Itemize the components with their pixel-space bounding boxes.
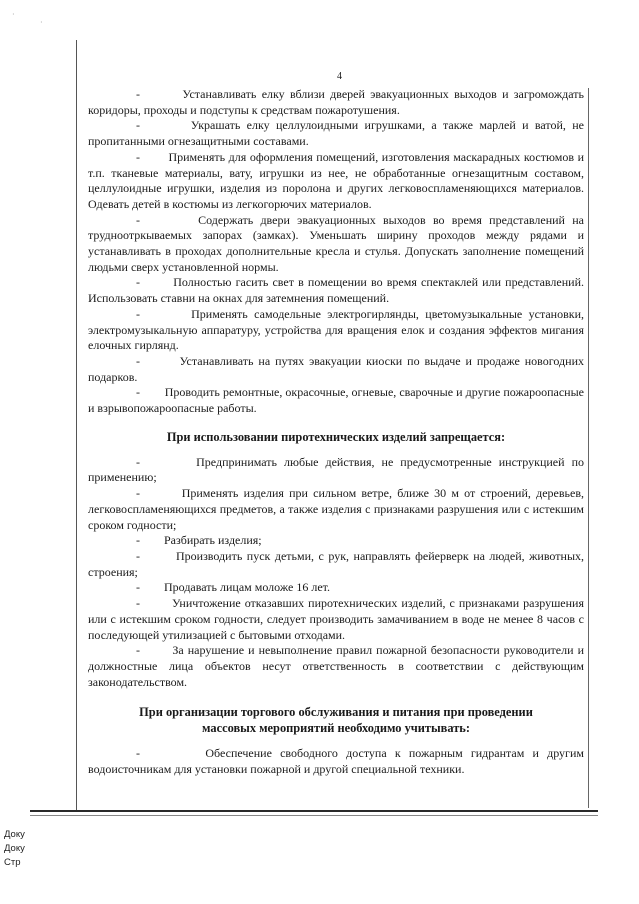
document-body (88, 87, 584, 778)
list-item: - Применять для оформления помещений, изготовления маскарадных костюмов и т.п. тканевые материалы, вату, игрушки из нее, не обработанные огнезащитным составом, целлулоидные игрушки, изделия из поролона и других легковоспламеняющихся материалов. Одевать детей в костюмы из легкогорючих материалов. (88, 149, 584, 211)
footer-fragment: Доку (4, 829, 25, 840)
list-item: - Уничтожение отказавших пиротехнических изделий, с признаками разрушения или с истекшим сроком годности, следует производить замачиванием в воде не менее 8 часов с последующей утилизацией с бытовыми отходами. (88, 596, 584, 642)
list-item: - Устанавливать на путях эвакуации киоски по выдаче и продаже новогодних подарков. (88, 353, 584, 384)
list-item: - Продавать лицам моложе 16 лет. (136, 580, 330, 595)
list-item: - За нарушение и невыполнение правил пожарной безопасности руководители и должностные лица объектов несут ответственность в соответствии с действующим законодательством. (88, 643, 584, 689)
page-border-bottom-thin (30, 815, 598, 816)
list-item: - Применять изделия при сильном ветре, ближе 30 м от строений, деревьев, легковоспламеняющихся предметов, а также изделия с признаками разрушения или с истекшим сроком годности; (88, 486, 584, 532)
page-number: 4 (337, 71, 342, 82)
footer-fragment: Доку (4, 843, 25, 854)
list-item: - Устанавливать елку вблизи дверей эвакуационных выходов и загромождать коридоры, проходы и подступы к средствам пожаротушения. (88, 87, 584, 117)
list-item: - Предпринимать любые действия, не предусмотренные инструкцией по применению; (88, 454, 584, 485)
list-item: - Обеспечение свободного доступа к пожарным гидрантам и другим водоисточникам для установки пожарной и другой специальной техники. (88, 746, 584, 777)
list-item: - Проводить ремонтные, окрасочные, огневые, сварочные и другие пожароопасные и взрывопожароопасные работы. (88, 385, 584, 416)
list-item: - Содержать двери эвакуационных выходов во время представлений на трудноотркываемых запорах (замках). Уменьшать ширину проходов между рядами и устанавливать в проходах дополнительные кресла и стулья. Допускать заполнение помещений людьми сверх установленной нормы. (88, 212, 584, 274)
section-heading (88, 704, 584, 736)
page-border-right (588, 88, 589, 808)
page-border-left (76, 40, 77, 810)
scan-speck: · (40, 18, 43, 27)
list-item: - Украшать елку целлулоидными игрушками, а также марлей и ватой, не пропитанными огнезащитными составами. (88, 118, 584, 149)
page-border-bottom (30, 810, 598, 812)
list-item: - Применять самодельные электрогирлянды, цветомузыкальные установки, электромузыкальную аппаратуру, устройства для вращения елок и создания эффектов мигания елочных гирлянд. (88, 306, 584, 353)
section-heading: При использовании пиротехнических изделий запрещается: (166, 429, 506, 444)
list-item: - Разбирать изделия; (136, 533, 262, 548)
section-heading-line2: массовых мероприятий необходимо учитывать: (202, 721, 470, 736)
list-item: - Полностью гасить свет в помещении во время спектаклей или представлений. Использовать ставни на окнах для затемнения помещений. (88, 275, 584, 306)
footer-fragment: Стр (4, 857, 21, 868)
section-heading-line1: При организации торгового обслуживания и питания при проведении (139, 705, 533, 720)
list-item: - Производить пуск детьми, с рук, направлять фейерверк на людей, животных, строения; (88, 548, 584, 579)
scan-speck: · (12, 10, 15, 19)
